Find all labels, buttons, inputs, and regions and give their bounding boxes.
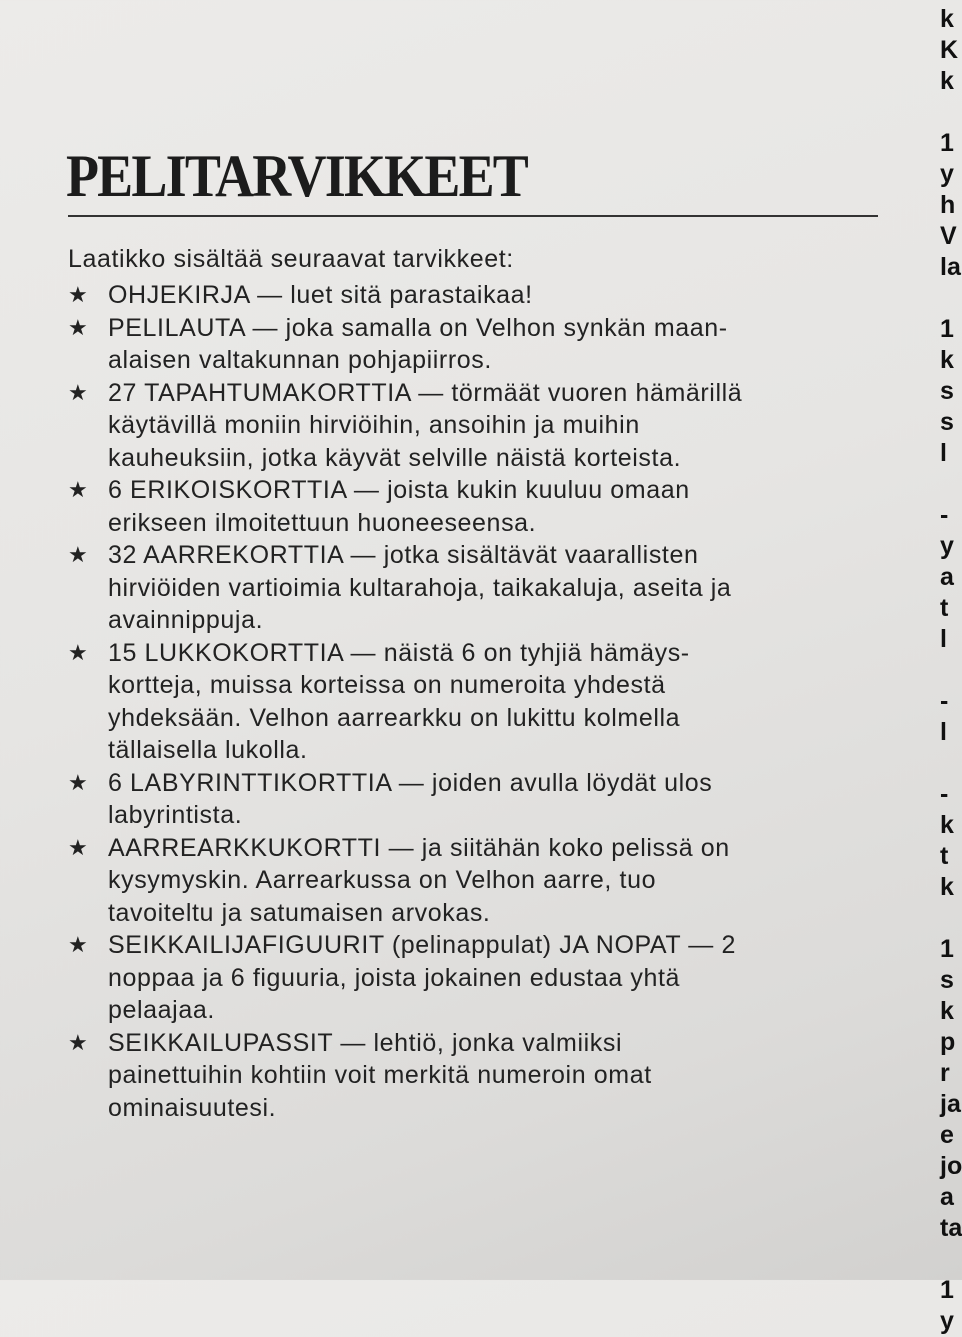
supplies-list [68,279,888,1124]
text-line: 6 LABYRINTTIKORTTIA — joiden avulla löydät ulos [108,768,713,797]
text-fragment: s [940,377,954,405]
text-fragment: k [940,5,954,33]
text-fragment: ja [940,1090,961,1118]
text-fragment: s [940,966,954,994]
list-item [68,312,888,377]
list-item-text [108,1027,652,1125]
text-line: kauheuksiin, jotka käyvät selville näistä korteista. [108,443,682,472]
star-bullet-icon: ★ [68,542,89,567]
text-fragment: t [940,842,949,870]
list-item [68,474,888,539]
star-bullet-icon: ★ [68,639,89,665]
list-item [68,929,888,1027]
list-item [68,1027,888,1125]
text-line: painettuihin kohtiin voit merkitä numeroin omat [108,1061,652,1089]
text-fragment [940,1244,962,1275]
text-line: avainnippuja. [108,606,264,634]
star-bullet-icon: ★ [68,1029,89,1055]
list-item [68,767,888,832]
text-line: pelaajaa. [108,996,215,1024]
text-fragment: l [940,439,947,467]
text-line: noppaa ja 6 figuuria, joista jokainen edustaa yhtä [108,963,681,992]
text-fragment: K [940,36,959,64]
title-divider [68,215,878,217]
text-fragment: 1 [940,129,954,157]
text-fragment: jo [940,1152,962,1180]
text-line: tavoiteltu ja satumaisen arvokas. [108,898,491,927]
star-bullet-icon: ★ [68,477,89,502]
text-fragment: k [940,346,954,374]
text-fragment: s [940,408,954,436]
intro-text: Laatikko sisältää seuraavat tarvikkeet: [68,245,514,273]
text-line: SEIKKAILUPASSIT — lehtiö, jonka valmiiksi [108,1028,623,1057]
text-fragment: y [940,160,954,188]
list-item [68,279,888,312]
text-fragment: - [940,780,949,808]
list-item-text [108,279,533,312]
star-bullet-icon: ★ [68,314,89,340]
list-item [68,637,888,767]
text-line: 15 LUKKOKORTTIA — näistä 6 on tyhjiä hämäys- [108,638,690,667]
text-fragment: ta [940,1214,962,1242]
star-bullet-icon: ★ [68,769,89,795]
list-item-text [108,377,742,475]
list-item [68,832,888,930]
text-fragment: r [940,1059,950,1087]
text-fragment [940,97,962,128]
text-fragment: t [940,594,949,622]
text-fragment [940,283,962,314]
list-item-text [108,539,731,637]
text-fragment: k [940,873,954,901]
text-fragment: a [940,563,954,591]
text-line: 32 AARREKORTTIA — jotka sisältävät vaarallisten [108,541,699,569]
text-line: käytävillä moniin hirviöihin, ansoihin ja muihin [108,411,640,439]
text-line: 6 ERIKOISKORTTIA — joista kukin kuuluu omaan [108,476,690,504]
text-fragment: - [940,687,949,715]
text-fragment: la [940,253,961,281]
text-fragment: k [940,997,954,1025]
list-item-text [108,929,736,1027]
text-line: OHJEKIRJA — luet sitä parastaikaa! [108,281,533,309]
text-fragment [940,748,962,779]
text-fragment [940,903,962,934]
text-fragment: y [940,1307,954,1335]
text-line: hirviöiden vartioimia kultarahoja, taikakaluja, aseita ja [108,573,732,602]
list-item [68,377,888,475]
list-item-text [108,474,690,539]
text-fragment: k [940,811,954,839]
text-line: tällaisella lukolla. [108,736,308,764]
star-bullet-icon: ★ [68,379,89,405]
text-line: erikseen ilmoitettuun huoneeseensa. [108,508,537,537]
text-line: 27 TAPAHTUMAKORTTIA — törmäät vuoren hämärillä [108,378,743,407]
next-column-fragments [940,4,962,1337]
text-line: yhdeksään. Velhon aarrearkku on lukittu kolmella [108,703,681,732]
text-fragment [940,469,962,500]
list-item-text [108,832,730,930]
text-fragment: 1 [940,315,954,343]
text-fragment: y [940,532,954,560]
text-line: SEIKKAILIJAFIGUURIT (pelinappulat) JA NOPAT — 2 [108,931,736,959]
text-fragment: h [940,191,956,219]
text-line: alaisen valtakunnan pohjapiirros. [108,346,492,374]
page-title: PELITARVIKKEET [66,143,528,209]
text-fragment: a [940,1183,954,1211]
text-fragment: 1 [940,935,954,963]
list-item-text [108,637,690,767]
text-fragment [940,655,962,686]
text-fragment: p [940,1028,956,1056]
star-bullet-icon: ★ [68,282,89,307]
text-line: labyrintista. [108,801,243,829]
text-line: AARREARKKUKORTTI — ja siitähän koko pelissä on [108,833,730,862]
text-line: ominaisuutesi. [108,1093,277,1122]
text-line: PELILAUTA — joka samalla on Velhon synkän maan- [108,313,728,342]
text-line: kortteja, muissa korteissa on numeroita yhdestä [108,671,666,699]
list-item-text [108,767,712,832]
text-fragment: 1 [940,1276,954,1304]
list-item [68,539,888,637]
text-fragment: V [940,222,957,250]
text-line: kysymyskin. Aarrearkussa on Velhon aarre, tuo [108,866,657,894]
text-fragment: - [940,501,949,529]
text-fragment: l [940,625,947,653]
text-fragment: l [940,718,947,746]
star-bullet-icon: ★ [68,834,89,860]
text-fragment: e [940,1121,954,1149]
list-item-text [108,312,728,377]
text-fragment: k [940,67,954,95]
star-bullet-icon: ★ [68,932,89,957]
